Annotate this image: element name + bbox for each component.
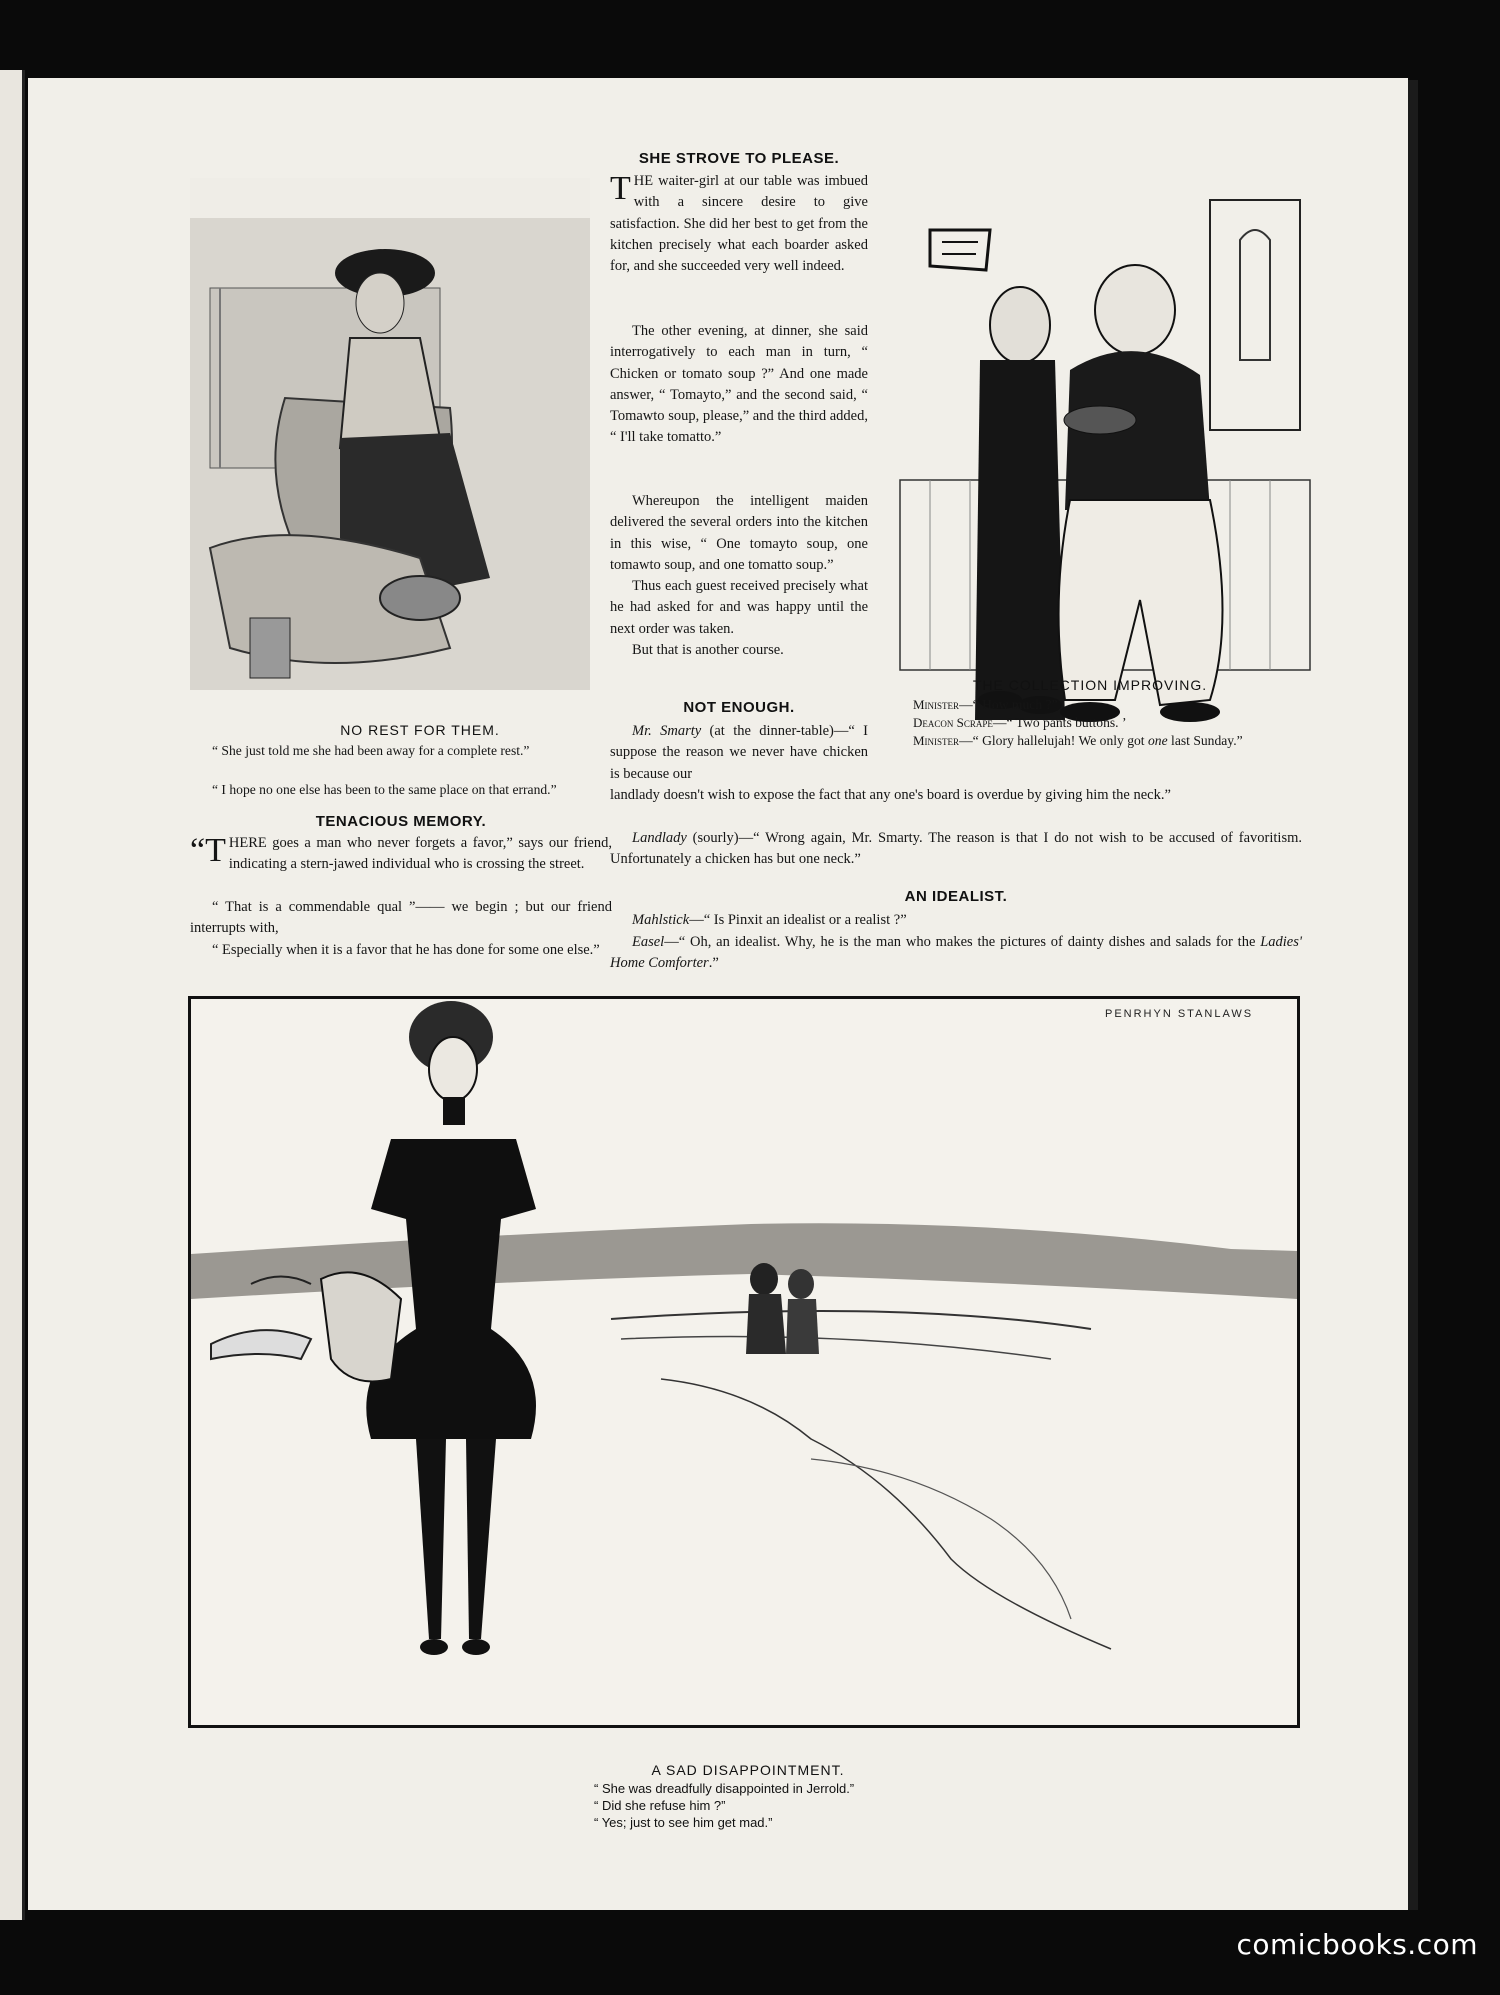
- strove-to-please-heading: SHE STROVE TO PLEASE.: [638, 150, 840, 167]
- label-minister-2: Minister: [913, 733, 960, 748]
- site-watermark: comicbooks.com: [1236, 1928, 1478, 1961]
- sad-disappointment-caption: A SAD DISAPPOINTMENT.: [651, 1762, 845, 1778]
- tenacious-memory-p1: “THERE goes a man who never forgets a favor,” says our friend, indicating a stern-jawed individual who is crossing the street.: [190, 832, 612, 873]
- idealist-p1: [610, 910, 1302, 931]
- not-enough-heading: NOT ENOUGH.: [683, 699, 795, 716]
- sad-disappointment-line2: “ Did she refuse him ?”: [594, 1798, 726, 1813]
- collection-minister-line1: [913, 696, 1313, 714]
- cartoon-signature: PENRHYN STANLAWS: [1105, 1008, 1254, 1020]
- cartoon-no-rest-line1: “ She just told me she had been away for a complete rest.”: [212, 743, 530, 758]
- speaker-mahlstick: Mahlstick: [632, 912, 690, 928]
- cartoon-collection-illustration: [890, 160, 1320, 748]
- speaker-easel: Easel: [632, 934, 665, 950]
- not-enough-p1b: landlady doesn't wish to expose the fact that any one's board is overdue by giving him the neck.”: [610, 787, 1171, 803]
- strove-p1: THE waiter-girl at our table was imbued with a sincere desire to give satisfaction. She did her best to get from the kitchen precisely what each boarder asked for, and she succeeded very well indeed.: [610, 170, 868, 275]
- strove-p5: But that is another course.: [632, 642, 784, 658]
- minister-line2-text: —“ Glory hallelujah! We only got: [959, 733, 1148, 748]
- deacon-line-text: —“ Two pants buttons. ’: [992, 715, 1127, 730]
- cartoon-no-rest-illustration: [190, 178, 590, 690]
- idealist-p2-end: .”: [708, 955, 719, 972]
- tenacious-memory-p2: “ That is a commendable qual ”—— we begin ; but our friend interrupts with,: [190, 899, 612, 937]
- magazine-name: Ladies' Home Comforter: [610, 934, 1302, 972]
- an-idealist-heading: AN IDEALIST.: [904, 888, 1008, 905]
- minister-line2-emphasis: one: [1148, 733, 1168, 748]
- speaker-landlady: Landlady: [632, 830, 687, 846]
- strove-p4: Thus each guest received precisely what he had asked for and was happy until the next order was taken.: [610, 578, 868, 637]
- woman-in-chair-drawing: [190, 178, 590, 690]
- strove-p3: Whereupon the intelligent maiden delivered the several orders into the kitchen in this wise, “ One tomayto soup, one tomawto soup, and one tomatto soup.”: [610, 493, 868, 573]
- collection-caption: THE COLLECTION IMPROVING.: [972, 677, 1208, 693]
- not-enough-p1a-text: (at the dinner-table)—“ I suppose the reason we never have chicken is because our: [610, 723, 868, 782]
- idealist-p2: [610, 932, 1302, 975]
- sad-disappointment-line3: “ Yes; just to see him get mad.”: [594, 1815, 773, 1830]
- idealist-p2-text: —“ Oh, an idealist. Why, he is the man who makes the pictures of dainty dishes and salads for the: [664, 934, 1261, 950]
- beach-scene-drawing: [191, 999, 1297, 1725]
- tenacious-memory-heading: TENACIOUS MEMORY.: [315, 813, 487, 830]
- cartoon-no-rest-line2: “ I hope no one else has been to the same place on that errand.”: [212, 782, 557, 797]
- not-enough-p1a: [610, 721, 868, 785]
- idealist-p1-text: —“ Is Pinxit an idealist or a realist ?”: [689, 912, 907, 928]
- right-page-edge: [1408, 80, 1418, 1910]
- not-enough-p2-text: (sourly)—“ Wrong again, Mr. Smarty. The reason is that I do not wish to be accused of favoritism. Unfortunately a chicken has but one neck.”: [610, 830, 1302, 868]
- collection-deacon-line: [913, 714, 1313, 732]
- left-page-edge: [0, 70, 25, 1920]
- minister-line2-end: last Sunday.”: [1167, 733, 1243, 748]
- cartoon-no-rest-caption: NO REST FOR THEM.: [340, 722, 500, 738]
- minister-and-deacon-drawing: [890, 160, 1320, 748]
- minister-line1-text: —“ How much ?”: [959, 697, 1058, 712]
- strove-p2: The other evening, at dinner, she said interrogatively to each man in turn, “ Chicken or tomato soup ?” And one made answer, “ Tomayto,” and the second said, “ Tomawto soup, please,” and the third added, “ I'll take tomatto.”: [610, 323, 868, 446]
- collection-minister-line2: [913, 732, 1313, 750]
- cartoon-sad-disappointment-frame: [188, 996, 1300, 1728]
- label-deacon-scrape: Deacon Scrape: [913, 715, 993, 730]
- not-enough-p2: [610, 828, 1302, 871]
- tenacious-memory-p3: “ Especially when it is a favor that he has done for some one else.”: [212, 942, 600, 958]
- speaker-mr-smarty: Mr. Smarty: [632, 723, 702, 739]
- label-minister-1: Minister: [913, 697, 960, 712]
- sad-disappointment-line1: “ She was dreadfully disappointed in Jerrold.”: [594, 1781, 855, 1796]
- magazine-page: [28, 78, 1408, 1910]
